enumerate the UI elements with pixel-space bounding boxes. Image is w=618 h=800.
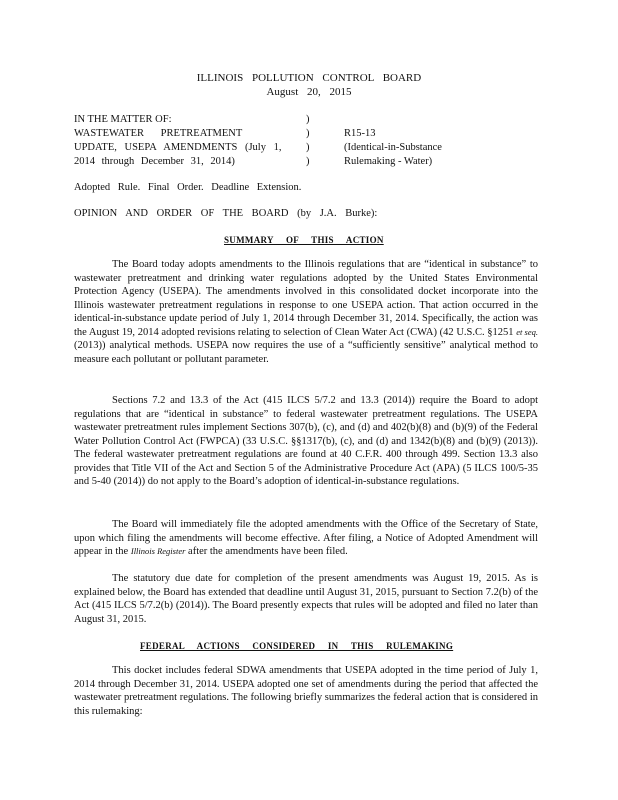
paragraph-4: The statutory due date for completion of the present amendments was August 19, 2015. As is explained below, the Board has extended that deadline until August 31, 2015, pursuant to Section 7.2(b) of the Act (415 ILCS 5/7.2(b) (2014)). The Board presently expects that rules will be adopted and filed no later than August 31, 2015. xyxy=(74,573,538,625)
caption-paren: ) xyxy=(306,114,310,125)
board-title: ILLINOIS POLLUTION CONTROL BOARD xyxy=(196,72,422,84)
docket-description-1: (Identical-in-Substance xyxy=(344,142,442,153)
caption-in-the-matter: IN THE MATTER OF: xyxy=(74,114,172,125)
docket-number: R15-13 xyxy=(344,128,376,139)
section-title-federal-actions: FEDERAL ACTIONS CONSIDERED IN THIS RULEMAKING xyxy=(140,641,454,651)
adopted-rule-line: Adopted Rule. Final Order. Deadline Extension. xyxy=(74,182,302,193)
paragraph-1-text-end: (2013)) analytical methods. USEPA now requires the use of a “sufficiently sensitive” analytical method to measure each pollutant or pollutant parameter. xyxy=(74,340,538,365)
paragraph-3 xyxy=(74,518,538,559)
paragraph-2: Sections 7.2 and 13.3 of the Act (415 ILCS 5/7.2 and 13.3 (2014)) require the Board to adopt regulations that are “identical in substance” to federal wastewater pretreatment regulations. The USEPA wastewater pretreatment rules implement Sections 307(b), (c), and (d) and 402(b)(8) and (b)(9) of the Federal Water Pollution Control Act (FWPCA) (33 U.S.C. §§1317(b), (c), and (d) and 1342(b)(8) and (b)(9) (2013)). The federal wastewater pretreatment regulations are found at 40 C.F.R. 400 through 499. Section 13.3 also provides that Title VII of the Act and Section 5 of the Administrative Procedure Act (APA) (5 ILCS 100/5-35 and 5-40 (2014)) do not apply to the Board’s adoption of identical-in-substance regulations. xyxy=(74,395,538,487)
caption-line-2: WASTEWATER PRETREATMENT xyxy=(74,128,243,139)
opinion-date: August 20, 2015 xyxy=(266,86,352,98)
paragraph-1-text: The Board today adopts amendments to the Illinois regulations that are “identical in substance” to wastewater pretreatment and drinking water regulations adopted by the United States Environmental Protection Agency (USEPA). The amendments involved in this consolidated docket incorporate into the Illinois wastewater pretreatment regulations in response to one USEPA action. That action occurred in the identical-in-substance update period of July 1, 2014 through December 31, 2014. Specifically, the action was the August 19, 2014 adopted revisions relating to selection of Clean Water Act (CWA) (42 U.S.C. §1251 xyxy=(74,259,538,338)
caption-line-4: 2014 through December 31, 2014) xyxy=(74,156,235,167)
paragraph-5: This docket includes federal SDWA amendments that USEPA adopted in the time period of July 1, 2014 through December 31, 2014. USEPA adopted one set of amendments during the period that affected the wastewater pretreatment regulations. The following briefly summarizes the federal action that is considered in this rulemaking: xyxy=(74,665,538,717)
opinion-and-order-line: OPINION AND ORDER OF THE BOARD (by J.A. Burke): xyxy=(74,208,378,219)
docket-description-2: Rulemaking - Water) xyxy=(344,156,433,167)
paragraph-3-text-end: after the amendments have been filed. xyxy=(185,546,348,557)
et-seq-italic: et seq. xyxy=(516,326,539,337)
caption-paren: ) xyxy=(306,128,310,139)
paragraph-3-text: The Board will immediately file the adopted amendments with the Office of the Secretary of State, upon which filing the amendments will become effective. After filing, a Notice of Adopted Amendment will appear in the xyxy=(74,519,538,557)
section-title-summary: SUMMARY OF THIS ACTION xyxy=(224,235,384,245)
caption-line-3: UPDATE, USEPA AMENDMENTS (July 1, xyxy=(74,142,282,153)
paragraph-1 xyxy=(74,258,538,366)
illinois-register-italic: Illinois Register xyxy=(130,546,186,556)
caption-paren: ) xyxy=(306,156,310,167)
caption-paren: ) xyxy=(306,142,310,153)
